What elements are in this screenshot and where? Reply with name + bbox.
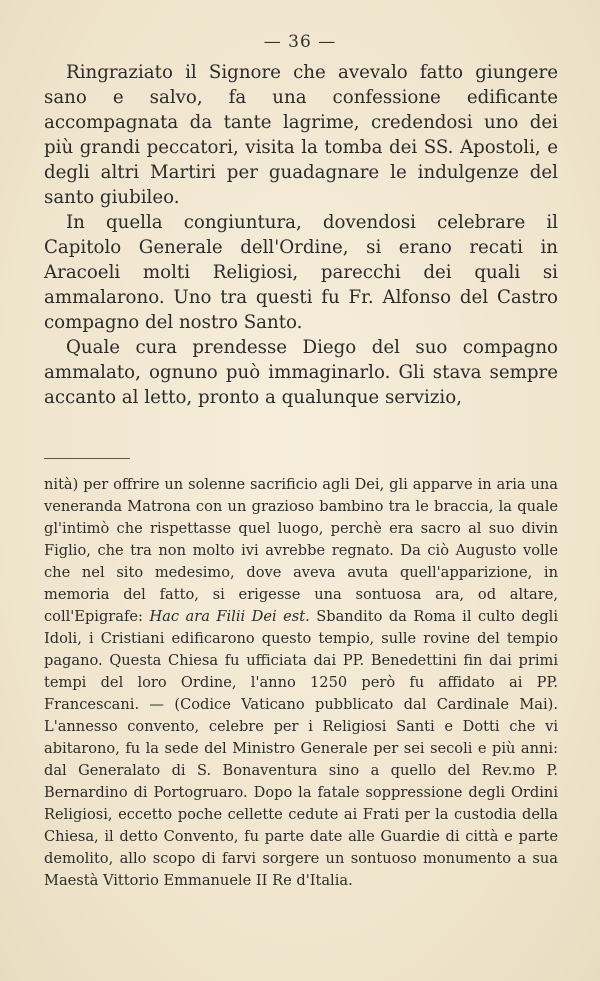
footnote-text bbox=[44, 474, 558, 892]
footnote-epigraph: Hac ara Filii Dei est. bbox=[149, 608, 310, 625]
footnote-text-part-1: nità) per offrire un solenne sacrificio agli Dei, gli apparve in aria una veneranda Matrona con un grazioso bambino tra le braccia, la quale gl'intimò che rispettasse quel luogo, perchè era sacro al suo divin Figlio, che tra non molto ivi avrebbe regnato. Da ciò Augusto volle che nel sito medesimo, dove aveva avuta quell'apparizione, in memoria del fatto, si erigesse una sontuosa ara, od altare, coll'Epigrafe: bbox=[44, 476, 558, 625]
page-number: — 36 — bbox=[263, 32, 337, 52]
footnote bbox=[44, 474, 558, 892]
paragraph-1: Ringraziato il Signore che avevalo fatto giungere sano e salvo, fa una confessione edificante accompagnata da tante lagrime, credendosi uno dei più grandi peccatori, visita la tomba dei SS. Apostoli, e degli altri Martiri per guadagnare le indulgenze del santo giubileo. bbox=[44, 62, 558, 208]
footnote-divider bbox=[44, 458, 130, 459]
footnote-text-part-2: Sbandito da Roma il culto degli Idoli, i Cristiani edificarono questo tempio, sulle rovine del tempio pagano. Questa Chiesa fu ufficiata dai PP. Benedettini fin dai primi tempi del loro Ordine, l'anno 1250 però fu affidato ai PP. Francescani. — (Codice Vaticano pubblicato dal Cardinale Mai). L'annesso convento, celebre per i Religiosi Santi e Dotti che vi abitarono, fu la sede del Ministro Generale per sei secoli e più anni: dal Generalato di S. Bonaventura sino a quello del Rev.mo P. Bernardino di Portogruaro. Dopo la fatale soppressione degli Ordini Religiosi, eccetto poche cellette cedute ai Frati per la custodia della Chiesa, il detto Convento, fu parte date alle Guardie di città e parte demolito, allo scopo di farvi sorgere un sontuoso monumento a sua Maestà Vittorio Emmanuele II Re d'Italia. bbox=[44, 608, 559, 889]
paragraph-2: In quella congiuntura, dovendosi celebrare il Capitolo Generale dell'Ordine, si erano recati in Aracoeli molti Religiosi, parecchi dei quali si ammalarono. Uno tra questi fu Fr. Alfonso del Castro compagno del nostro Santo. bbox=[44, 212, 558, 333]
paragraph-3: Quale cura prendesse Diego del suo compagno ammalato, ognuno può immaginarlo. Gli stava sempre accanto al letto, pronto a qualunque servizio, bbox=[44, 337, 558, 408]
main-text bbox=[44, 60, 558, 410]
